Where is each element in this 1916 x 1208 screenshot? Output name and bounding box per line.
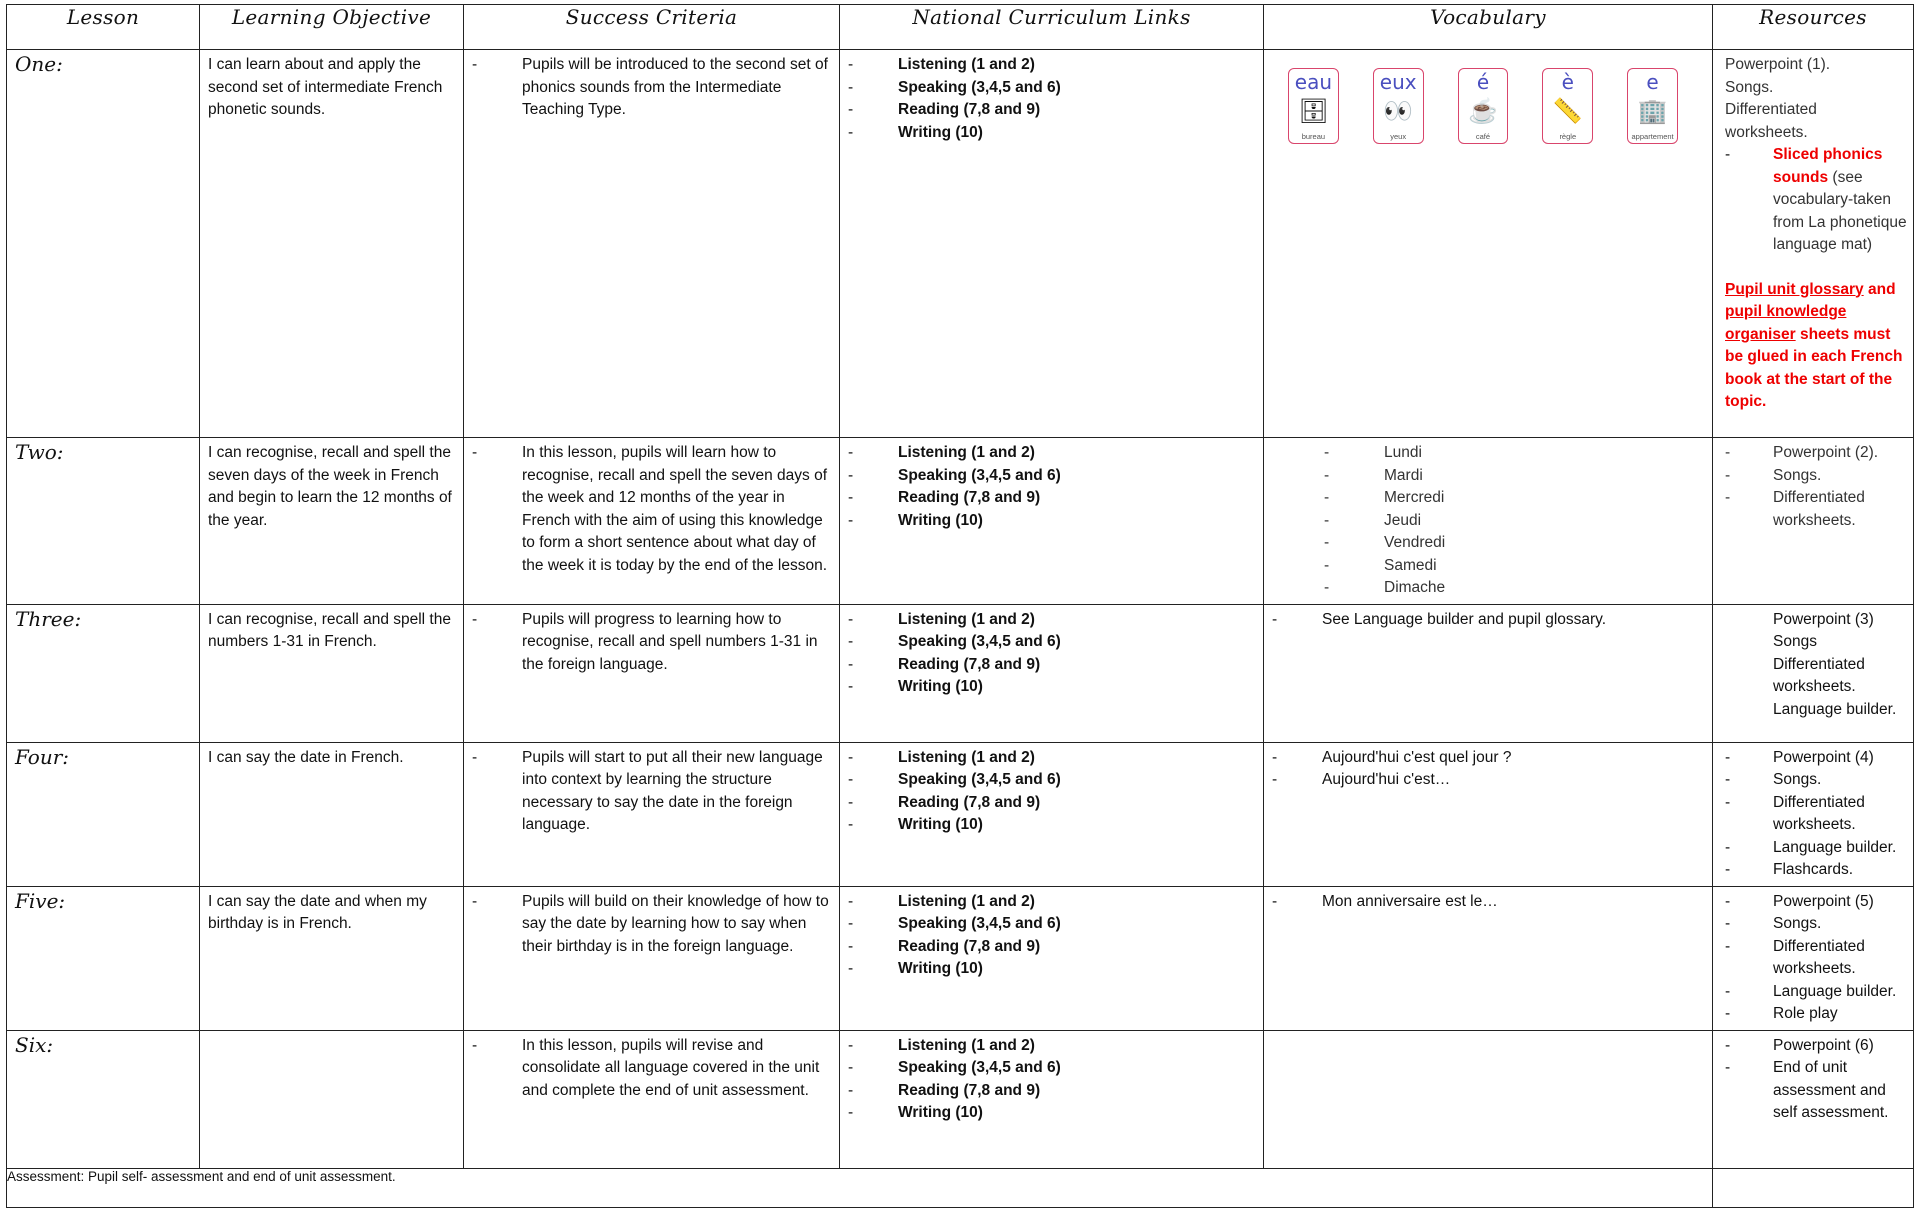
resource-item: - Powerpoint (6) — [1725, 1035, 1911, 1058]
resource-item: Songs — [1773, 633, 1817, 650]
nc-link: - Reading (7,8 and 9) — [848, 487, 1255, 510]
nc-link: - Listening (1 and 2) — [848, 442, 1255, 465]
nc-link: - Speaking (3,4,5 and 6) — [848, 1057, 1255, 1080]
header-lesson: Lesson — [7, 5, 200, 50]
resource-item: - Language builder. — [1725, 837, 1911, 860]
nc-links-list — [848, 54, 1255, 144]
vocab-item: - Mon anniversaire est le… — [1272, 891, 1704, 914]
phonics-sound: é — [1476, 70, 1490, 94]
nc-link: - Speaking (3,4,5 and 6) — [848, 631, 1255, 654]
vocab-list — [1272, 747, 1704, 792]
phonics-card — [1458, 68, 1509, 144]
phonics-word: règle — [1559, 132, 1577, 141]
vocab-item: - Mardi — [1324, 465, 1704, 488]
header-resources: Resources — [1713, 5, 1914, 50]
resources-list — [1725, 891, 1911, 1026]
success-criteria: - In this lesson, pupils will revise and consolidate all language covered in the unit and complete the end of unit assessment. — [472, 1035, 831, 1103]
resource-item: Powerpoint (3) — [1773, 610, 1874, 628]
success-criteria: - Pupils will build on their knowledge of how to say the date by learning how to say when their birthday is in the foreign language. — [472, 891, 831, 959]
resource-item: - End of unit assessment and self assessment. — [1725, 1057, 1911, 1125]
header-objective: Learning Objective — [200, 5, 464, 50]
success-criteria: - Pupils will start to put all their new language into context by learning the structure necessary to say the date in the foreign language. — [472, 747, 831, 837]
nc-links-list — [848, 747, 1255, 837]
resources-list — [1725, 1035, 1911, 1125]
lesson-row — [7, 604, 1914, 742]
learning-objective: I can recognise, recall and spell the numbers 1-31 in French. — [208, 610, 451, 650]
header-links: National Curriculum Links — [840, 5, 1264, 50]
nc-links-list — [848, 891, 1255, 981]
lesson-row — [7, 50, 1914, 438]
nc-link: - Listening (1 and 2) — [848, 747, 1255, 770]
resources-list — [1725, 747, 1911, 882]
lesson-row — [7, 742, 1914, 886]
vocab-empty — [1264, 1031, 1712, 1039]
resource-item: Differentiated — [1725, 101, 1817, 118]
lesson-name: Two: — [15, 440, 64, 464]
nc-link: - Writing (10) — [848, 510, 1255, 533]
vocab-item: - Dimache — [1324, 577, 1704, 600]
knowledge-organiser-link[interactable]: pupil knowledge organiser — [1725, 303, 1847, 343]
resource-item: Powerpoint (1). — [1725, 56, 1831, 73]
vocab-item: - Aujourd'hui c'est quel jour ? — [1272, 747, 1704, 770]
vocab-list — [1324, 442, 1704, 600]
phonics-cards — [1264, 50, 1712, 144]
lesson-row — [7, 1030, 1914, 1168]
lesson-name: Six: — [15, 1032, 54, 1057]
lesson-plan-table — [6, 4, 1914, 1208]
building-icon: 🏢 — [1637, 98, 1668, 125]
nc-links-list — [848, 609, 1255, 699]
vocab-item: - Vendredi — [1324, 532, 1704, 555]
learning-objective: I can learn about and apply the second set of intermediate French phonetic sounds. — [208, 56, 443, 118]
resources-list — [1713, 605, 1913, 726]
phonics-card — [1373, 68, 1424, 144]
resource-item: - Differentiated worksheets. — [1725, 936, 1911, 981]
learning-objective: I can say the date and when my birthday is in French. — [208, 892, 427, 932]
phonics-sound: e — [1646, 70, 1659, 94]
phonics-sound: è — [1561, 70, 1574, 94]
phonics-word: appartement — [1631, 132, 1674, 141]
resource-item: - Differentiated worksheets. — [1725, 487, 1909, 532]
resource-note: (see vocabulary-taken from La phonetique language mat) — [1773, 168, 1907, 253]
resource-item: Language builder. — [1773, 700, 1897, 718]
lesson-name: Four: — [15, 744, 70, 769]
success-criteria: - In this lesson, pupils will learn how to recognise, recall and spell the seven days of the week and 12 months of the year in French with the aim of using this knowledge to form a short sentence about what day of the week it is today by the end of the lesson. — [472, 442, 831, 577]
resource-item — [1725, 144, 1909, 257]
resources-cell — [1713, 50, 1913, 418]
nc-link: - Listening (1 and 2) — [848, 1035, 1255, 1058]
vocab-item: - Aujourd'hui c'est… — [1272, 769, 1704, 792]
learning-objective — [200, 1031, 463, 1039]
resource-item: - Songs. — [1725, 465, 1909, 488]
nc-link: - Listening (1 and 2) — [848, 54, 1255, 77]
nc-link: - Reading (7,8 and 9) — [848, 792, 1255, 815]
nc-link: - Writing (10) — [848, 1102, 1255, 1125]
learning-objective: I can say the date in French. — [208, 748, 404, 766]
phonics-card — [1288, 68, 1339, 144]
resource-item: - Language builder. — [1725, 981, 1911, 1004]
lesson-row — [7, 886, 1914, 1030]
resource-item: - Powerpoint (5) — [1725, 891, 1911, 914]
nc-link: - Writing (10) — [848, 122, 1255, 145]
vocab-item: - Samedi — [1324, 555, 1704, 578]
phonics-word: bureau — [1301, 132, 1326, 141]
nc-link: - Listening (1 and 2) — [848, 891, 1255, 914]
resource-item: - Powerpoint (2). — [1725, 442, 1909, 465]
nc-link: - Reading (7,8 and 9) — [848, 99, 1255, 122]
vocab-item: - Mercredi — [1324, 487, 1704, 510]
resource-item: Differentiated worksheets. — [1773, 655, 1865, 695]
header-criteria: Success Criteria — [464, 5, 840, 50]
resource-item: - Songs. — [1725, 913, 1911, 936]
resource-item: - Flashcards. — [1725, 859, 1911, 882]
ruler-icon: 📏 — [1552, 98, 1583, 125]
lesson-row — [7, 438, 1914, 605]
phonics-word: café — [1475, 132, 1491, 141]
vocab-list — [1272, 891, 1704, 914]
lesson-name: One: — [15, 52, 63, 76]
resource-highlight: Sliced phonics sounds — [1773, 146, 1883, 186]
nc-link: - Reading (7,8 and 9) — [848, 654, 1255, 677]
nc-links-list — [848, 442, 1255, 532]
vocab-item: - Lundi — [1324, 442, 1704, 465]
resources-list — [1725, 442, 1909, 532]
nc-link: - Speaking (3,4,5 and 6) — [848, 913, 1255, 936]
glossary-note: Pupil unit glossary and pupil knowledge organiser sheets must be glued in each French book at the start of the topic. — [1725, 280, 1903, 410]
nc-link: - Speaking (3,4,5 and 6) — [848, 769, 1255, 792]
eyes-icon: 👀 — [1383, 98, 1414, 125]
lesson-name: Three: — [15, 606, 82, 631]
assessment-row — [7, 1168, 1914, 1207]
resource-item: - Differentiated worksheets. — [1725, 792, 1911, 837]
vocab-list — [1272, 609, 1704, 632]
nc-link: - Writing (10) — [848, 676, 1255, 699]
resource-item: - Songs. — [1725, 769, 1911, 792]
phonics-sound: eux — [1379, 70, 1417, 94]
lesson-name: Five: — [15, 888, 66, 913]
coffee-cup-icon: ☕ — [1468, 98, 1498, 125]
phonics-word: yeux — [1390, 132, 1407, 141]
phonics-card — [1542, 68, 1593, 144]
resource-item: Songs. — [1725, 78, 1774, 96]
nc-link: - Reading (7,8 and 9) — [848, 1080, 1255, 1103]
success-criteria: - Pupils will be introduced to the second set of phonics sounds from the Intermediate Teaching Type. — [472, 54, 831, 122]
header-vocab: Vocabulary — [1264, 5, 1713, 50]
resource-item: - Powerpoint (4) — [1725, 747, 1911, 770]
resource-item: worksheets. — [1725, 123, 1808, 141]
nc-link: - Writing (10) — [848, 814, 1255, 837]
nc-link: - Reading (7,8 and 9) — [848, 936, 1255, 959]
nc-links-list — [848, 1035, 1255, 1125]
success-criteria: - Pupils will progress to learning how to recognise, recall and spell numbers 1-31 in the foreign language. — [472, 609, 831, 677]
resource-item: - Role play — [1725, 1003, 1911, 1026]
phonics-card — [1627, 68, 1678, 144]
header-row — [7, 5, 1914, 50]
glossary-link[interactable]: Pupil unit glossary — [1725, 280, 1864, 298]
vocab-item: - See Language builder and pupil glossary. — [1272, 609, 1704, 632]
nc-link: - Speaking (3,4,5 and 6) — [848, 77, 1255, 100]
nc-link: - Speaking (3,4,5 and 6) — [848, 465, 1255, 488]
assessment-note: Assessment: Pupil self- assessment and end of unit assessment. — [7, 1168, 1713, 1207]
learning-objective: I can recognise, recall and spell the seven days of the week in French and begin to learn the 12 months of the year. — [208, 444, 452, 529]
nc-link: - Listening (1 and 2) — [848, 609, 1255, 632]
nc-link: - Writing (10) — [848, 958, 1255, 981]
phonics-sound: eau — [1294, 70, 1333, 94]
desk-icon: 🗄 — [1298, 98, 1329, 125]
vocab-item: - Jeudi — [1324, 510, 1704, 533]
